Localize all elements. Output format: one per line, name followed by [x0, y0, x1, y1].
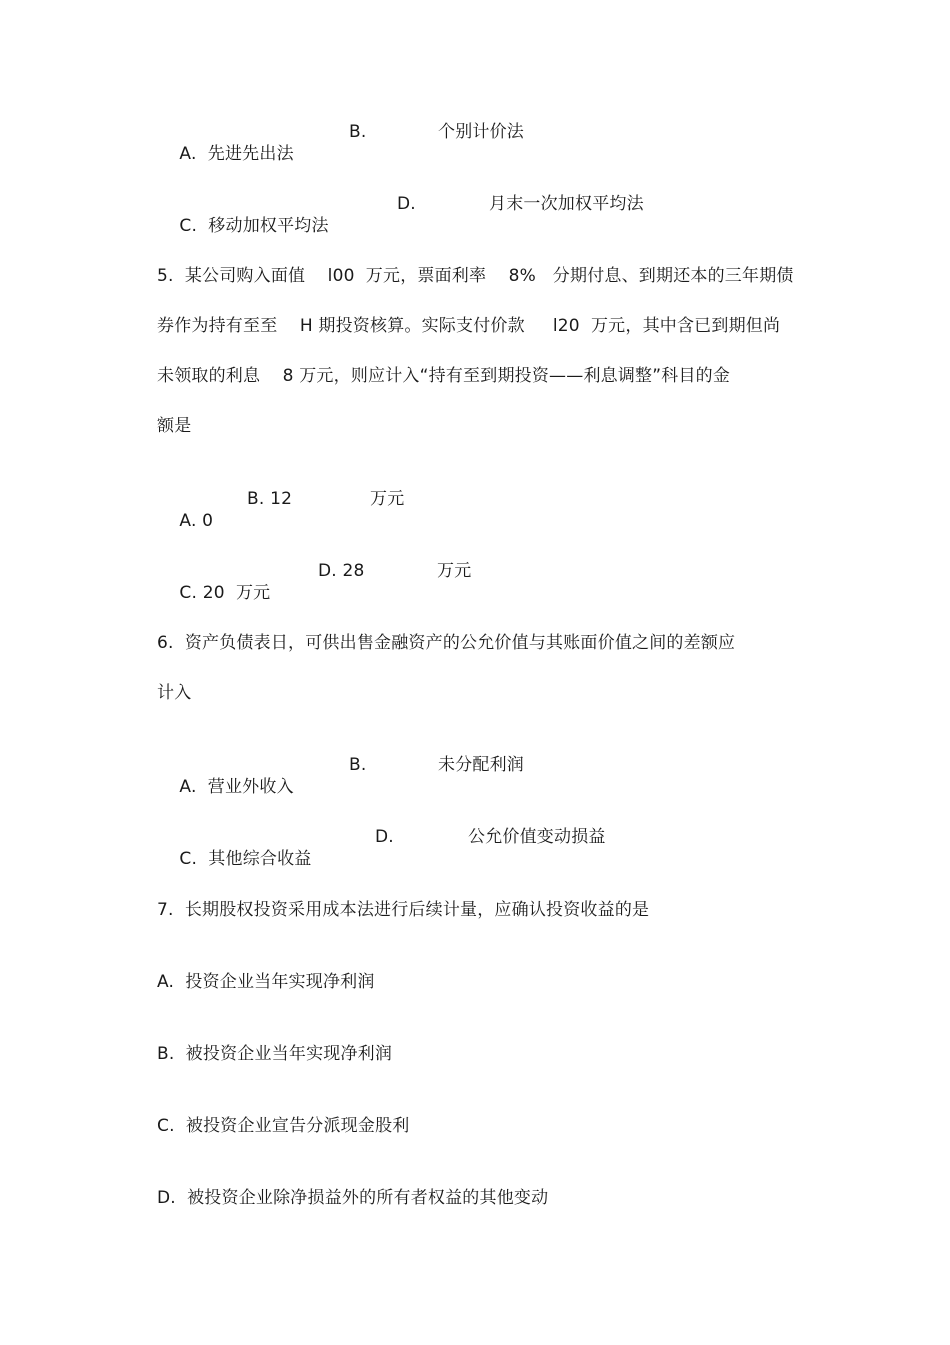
q5-option-d: D. 28	[318, 561, 365, 581]
q5-option-b-unit: 万元	[370, 489, 405, 509]
q4-option-a: A. 先进先出法	[179, 144, 294, 164]
q6-option-d-text: 公允价值变动损益	[468, 827, 606, 847]
q7-option-c: C. 被投资企业宣告分派现金股利	[157, 1116, 410, 1136]
q6-option-a: A. 营业外收入	[179, 777, 294, 797]
q5-stem-line-4: 额是	[157, 416, 192, 436]
q6-option-d-label: D.	[375, 827, 394, 847]
q5-stem-line-1: 5. 某公司购入面值 l00 万元，票面利率 8% 分期付息、到期还本的三年期债	[157, 266, 794, 286]
q5-option-d-unit: 万元	[437, 561, 472, 581]
q4-option-d-label: D.	[397, 194, 416, 214]
q6-option-b-text: 未分配利润	[438, 755, 524, 775]
q5-option-a: A. 0	[179, 511, 214, 531]
q4-option-b-label: B.	[349, 122, 367, 142]
q5-stem-line-3: 未领取的利息 8 万元，则应计入“持有至到期投资——利息调整”科目的金	[157, 366, 731, 386]
q6-option-c: C. 其他综合收益	[179, 849, 312, 869]
q7-option-a: A. 投资企业当年实现净利润	[157, 972, 375, 992]
q4-option-c: C. 移动加权平均法	[179, 216, 329, 236]
q5-option-c: C. 20 万元	[179, 583, 271, 603]
q6-stem-line-2: 计入	[157, 683, 192, 703]
q5-stem-line-2: 券作为持有至至 H 期投资核算。实际支付价款 l20 万元，其中含已到期但尚	[157, 316, 781, 336]
q6-option-b-label: B.	[349, 755, 367, 775]
q7-option-d: D. 被投资企业除净损益外的所有者权益的其他变动	[157, 1188, 549, 1208]
q7-stem: 7. 长期股权投资采用成本法进行后续计量，应确认投资收益的是	[157, 900, 650, 920]
q4-option-d-text: 月末一次加权平均法	[489, 194, 644, 214]
q5-option-b: B. 12	[247, 489, 293, 509]
q7-option-b: B. 被投资企业当年实现净利润	[157, 1044, 393, 1064]
q6-stem-line-1: 6. 资产负债表日，可供出售金融资产的公允价值与其账面价值之间的差额应	[157, 633, 736, 653]
q4-option-b-text: 个别计价法	[438, 122, 524, 142]
